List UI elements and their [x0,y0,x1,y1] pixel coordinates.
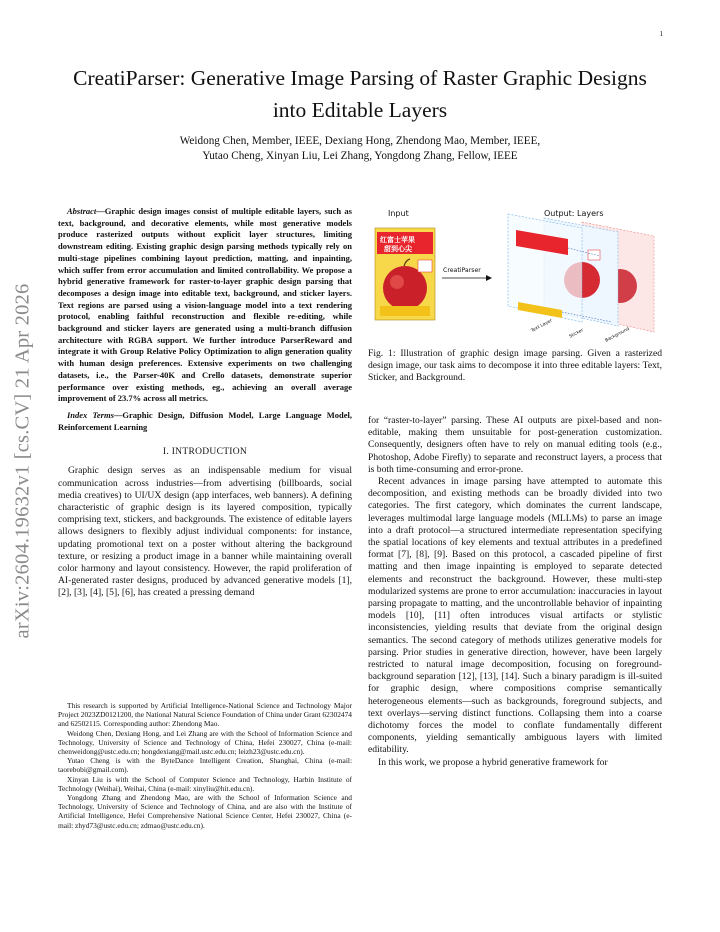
output-label: Output: Layers [544,209,604,218]
parse-arrow [442,267,492,281]
authors-line-2: Yutao Cheng, Xinyan Liu, Lei Zhang, Yongdong Zhang, Fellow, IEEE [202,150,518,162]
abstract-text: —Graphic design images consist of multiple editable layers, such as text, background, and decorative elements, while most generative models produce rasterized outputs without explicit layer structures, limiting downstream editing. Existing graphic design parsing methods typically rely on multi-stage pipelines combining layout prediction, matting, and inpainting, which suffer from error accumulation and limited controllability. We propose a hybrid generative framework for raster-to-layer graphic design parsing that decomposes a design image into editable text, background, and sticker layers. Text regions are parsed using a vision-language model into a text rendering protocol, enabling faithful reconstruction and flexible re-editing, while background and sticker layers are generated using a multi-branch diffusion architecture with RGBA support. We further introduce ParserReward and integrate it with Group Relative Policy Optimization to align generation quality with human design preferences. Extensive experiments on two challenging datasets, i.e., the Parser-40K and Crello datasets, demonstrate superior performance over existing methods, eg., achieving an overall average improvement of 23.7% across all metrics. [58,206,352,404]
arrow-label: CreatiParser [443,267,481,274]
footnote-affiliation-ustc: Weidong Chen, Dexiang Hong, and Lei Zhang are with the School of Information Science and Technology, University of Science and Technology of China, Hefei 230027, China (e-mail: chenweidong@ustc.edu.cn; hongdexiang@mail.ustc.edu.cn; leizh23@ustc.edu.cn). [58,728,352,757]
poster-title-1: 红富士苹果 [380,236,415,244]
layer-stack [508,214,654,344]
right-column-text [368,415,662,769]
arxiv-stamp [10,252,36,670]
poster-title-2: 甜到心尖 [384,245,412,253]
intro-paragraph-1: Graphic design serves as an indispensable medium for visual communication across industries—from advertising (billboards, social media creatives) to UI/UX design (app interfaces, web banners). A defining characteristic of graphic design is its layered composition, typically comprising text, stickers, and backgrounds. The existence of editable layers allows designers to flexibly adjust individual components: for instance, updating promotional text on a poster without altering the background texture, or resizing a product image in a banner while maintaining overall color harmony and layout consistency. However, the rapid proliferation of AI-generated raster designs, produced by advanced generative models [1], [2], [3], [4], [5], [6], has created a pressing demand [58,465,352,599]
figure-1-graphic [368,204,662,344]
right-paragraph-3: In this work, we propose a hybrid generative framework for [378,756,608,768]
footnote-funding: This research is supported by Artificial Intelligence-National Science and Technology Major Project 2023ZD0121200, the National Natural Science Foundation of China under Grant 62302474 and 62502115. Corresponding author: Zhendong Mao. [58,701,352,729]
author-list [60,134,660,164]
index-terms-label: Index Terms [67,409,114,420]
title-line-1: CreatiParser: Generative Image Parsing of Raster Graphic Designs [73,66,647,90]
page-number: 1 [659,30,663,38]
abstract-label: Abstract [67,206,97,216]
index-terms-text: —Graphic Design, Diffusion Model, Large Language Model, Reinforcement Learning [58,409,352,432]
sticker-layer-label: Sticker [568,328,585,340]
footnotes [58,701,352,830]
footnote-affiliation-hefei: Yongdong Zhang and Zhendong Mao, are with the School of Information Science and Technology, University of Science and Technology of China, and are also with the Institute of Artificial Intelligence, Hefei Comprehensive National Science Center, Hefei 230027, China (e-mail: zhyd73@ustc.edu.cn; zdmao@ustc.edu.cn). [58,793,352,830]
left-column [58,206,352,600]
right-paragraph-1: for “raster-to-layer” parsing. These AI outputs are pixel-based and non-editable, making them unsuitable for post-generation customization. Consequently, designers often have to rely on manual editing tools (e.g., Photoshop, Adobe Firefly) to separate and reconstruct layers, a process that is both time-consuming and error-prone. [368,415,662,475]
index-terms [58,410,352,433]
background-layer-label: Background [604,326,631,344]
input-poster [375,228,435,320]
footnote-affiliation-hit: Xinyan Liu is with the School of Computer Science and Technology, Harbin Institute of Technology (Weihai), Weihai, China (e-mail: xinyliu@hit.edu.cn). [58,774,352,793]
figure-1 [368,204,662,344]
figure-1-caption: Fig. 1: Illustration of graphic design image parsing. Given a rasterized design image, our task aims to decompose it into three editable layers: Text, Sticker, and Background. [368,348,662,384]
title-line-2: into Editable Layers [272,98,448,122]
abstract [58,206,352,405]
authors-line-1: Weidong Chen, Member, IEEE, Dexiang Hong, Zhendong Mao, Member, IEEE, [179,135,541,147]
paper-title [60,62,660,126]
text-layer-label: Text Layer [530,318,554,334]
section-heading-introduction: I. INTRODUCTION [162,447,248,458]
right-paragraph-2: Recent advances in image parsing have attempted to automate this decomposition, and existing methods can be broadly divided into two categories. The first category, which dominates the current landscape, leverages multimodal large language models (MLLMs) to parse an image into a draft protocol—a structured intermediate representation specifying the spatial locations of key elements and textual attributes in a predefined format [7], [8], [9]. Based on this protocol, a cascaded pipeline of first matting and then image inpainting is employed to separate detected elements and reconstruct the background. However, these multi-step modularized systems are prone to error accumulation: inaccuracies in layout parsing propagate to matting, and the uncontrollable behavior of inpainting models [10], [11] often introduces visual artifacts or stylistic inconsistencies, yielding results that deviate from the original design semantics. The second category of methods utilizes generative models for parsing. Prior studies in generative direction, however, have been largely restricted to natural image decomposition, focusing on foreground-background separation [12], [13], [14]. Such a binary paradigm is ill-suited for graphic design, where compositions comprise semantically heterogeneous elements—such as backgrounds, foreground subjects, and text overlays—serving distinct functions. Collapsing them into a coarse dichotomy forces the model to conflate fundamentally different components, yielding semantically ambiguous layers with limited editability. [368,476,662,756]
input-label: Input [388,209,409,218]
footnote-affiliation-bytedance: Yutao Cheng is with the ByteDance Intelligent Creation, Shanghai, China (e-mail: taorebobi@gmail.com). [58,756,352,775]
arxiv-stamp-text: arXiv:2604.19632v1 [cs.CV] 21 Apr 2026 [11,283,34,639]
